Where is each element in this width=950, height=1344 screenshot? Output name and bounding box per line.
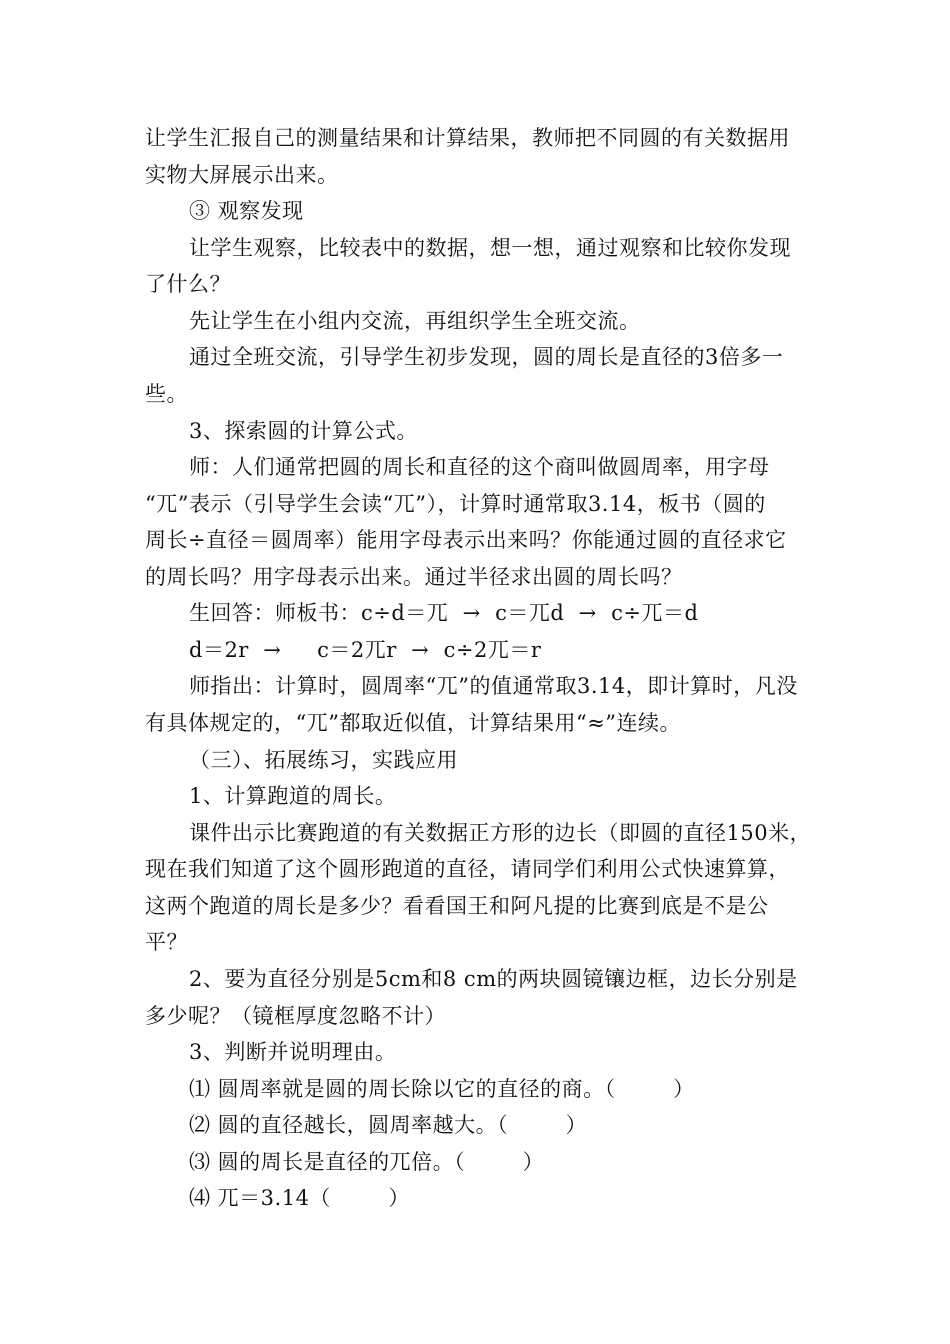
section-heading: ③ 观察发现	[189, 199, 304, 223]
text-line: 了什么？	[145, 272, 231, 296]
judgment-item: ⑷ 兀＝3.14（ ）	[189, 1186, 410, 1210]
text-line: 有具体规定的，“兀”都取近似值，计算结果用“≈”连续。	[145, 711, 682, 735]
text-line: 师：人们通常把圆的周长和直径的这个商叫做圆周率，用字母	[189, 455, 770, 479]
judgment-item: ⑶ 圆的周长是直径的兀倍。（ ）	[189, 1150, 545, 1174]
text-line: 通过全班交流，引导学生初步发现，圆的周长是直径的3倍多一	[189, 345, 784, 369]
formula-line: 生回答：师板书：c÷d＝兀 → c＝兀d → c÷兀＝d	[189, 601, 699, 625]
text-line: “兀”表示（引导学生会读“兀”），计算时通常取3.14，板书（圆的	[145, 492, 766, 516]
section-heading: 3、探索圆的计算公式。	[189, 419, 418, 443]
text-line: 让学生观察，比较表中的数据，想一想，通过观察和比较你发现	[189, 236, 791, 260]
exercise-heading: 1、计算跑道的周长。	[189, 784, 397, 808]
text-line: 先让学生在小组内交流，再组织学生全班交流。	[189, 309, 641, 333]
text-line: 师指出：计算时，圆周率“兀”的值通常取3.14，即计算时，凡没	[189, 674, 798, 698]
text-line: 这两个跑道的周长是多少？看看国王和阿凡提的比赛到底是不是公	[145, 894, 769, 918]
text-line: 些。	[145, 382, 188, 406]
exercise-heading: 3、判断并说明理由。	[189, 1040, 397, 1064]
section-heading: （三）、拓展练习，实践应用	[189, 748, 458, 772]
text-line: 现在我们知道了这个圆形跑道的直径，请同学们利用公式快速算算，	[145, 857, 790, 881]
text-line: 多少呢？（镜框厚度忽略不计）	[145, 1004, 446, 1028]
text-line: 课件出示比赛跑道的有关数据正方形的边长（即圆的直径150米，	[189, 821, 812, 845]
text-line: 周长÷直径＝圆周率）能用字母表示出来吗？你能通过圆的直径求它	[145, 528, 787, 552]
judgment-item: ⑵ 圆的直径越长，圆周率越大。（ ）	[189, 1113, 588, 1137]
formula-line: d＝2r → c＝2兀r → c÷2兀＝r	[189, 638, 542, 662]
text-line: 让学生汇报自己的测量结果和计算结果，教师把不同圆的有关数据用	[145, 126, 790, 150]
text-line: 平？	[145, 930, 188, 954]
exercise-heading: 2、要为直径分别是5cm和8 cm的两块圆镜镶边框，边长分别是	[189, 967, 798, 991]
text-line: 实物大屏展示出来。	[145, 163, 339, 187]
judgment-item: ⑴ 圆周率就是圆的周长除以它的直径的商。（ ）	[189, 1077, 695, 1101]
text-line: 的周长吗？用字母表示出来。通过半径求出圆的周长吗？	[145, 565, 683, 589]
